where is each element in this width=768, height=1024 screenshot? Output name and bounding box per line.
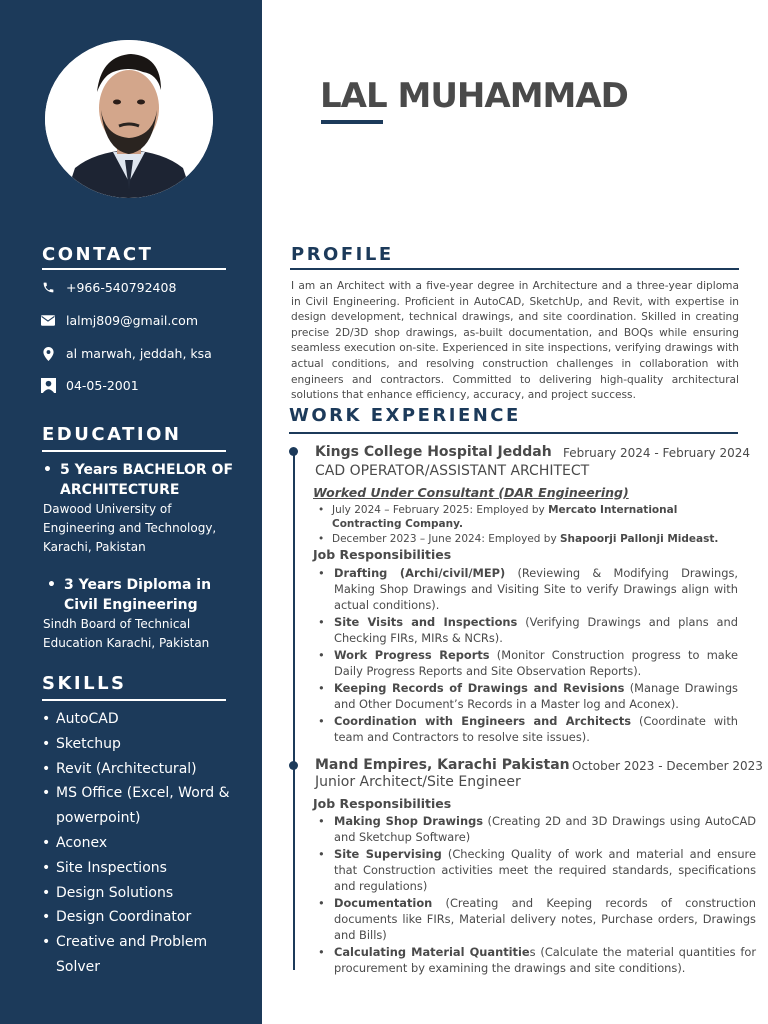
responsibility-item: • Keeping Records of Drawings and Revisions (Manage Drawings and Other Document’s Records in a Master log and Aconex). bbox=[318, 680, 738, 712]
responsibilities-list bbox=[318, 813, 756, 977]
skill-item: • Aconex bbox=[42, 831, 242, 856]
employment-item: • December 2023 – June 2024: Employed by Shapoorji Pallonji Mideast. bbox=[318, 533, 719, 545]
education-divider bbox=[42, 450, 226, 452]
skills-heading: SKILLS bbox=[42, 673, 127, 694]
contact-address bbox=[40, 346, 212, 361]
responsibility-title: ) bbox=[500, 566, 506, 580]
responsibility-title: Keeping Records of Drawings and Revisions bbox=[334, 680, 625, 695]
responsibilities-list bbox=[318, 565, 738, 746]
person-icon bbox=[40, 379, 56, 393]
skill-label: Site Inspections bbox=[56, 859, 167, 876]
responsibility-detail: (Creating and Keeping records of construction documents like FIRs, Material delivery notes, Purchase orders, Drawings and Bills) bbox=[334, 896, 756, 943]
responsibility-item: • Coordination with Engineers and Architects (Coordinate with team and Contractors to resolve site issues). bbox=[318, 713, 739, 745]
skill-item: • Revit (Architectural) bbox=[42, 757, 242, 782]
address-text: al marwah, jeddah, ksa bbox=[66, 346, 212, 361]
timeline-line bbox=[293, 452, 295, 970]
job-responsibilities-heading: Job Responsibilities bbox=[313, 796, 452, 811]
responsibility-item: • Work Progress Reports (Monitor Construction progress to make Daily Progress Reports and Site Observation Reports). bbox=[318, 648, 738, 679]
responsibility-detail: (Creating 2D and 3D Drawings using AutoCAD and Sketchup Software) bbox=[334, 814, 757, 845]
name-underline bbox=[321, 120, 383, 124]
responsibility-detail: (Reviewing & Modifying Drawings, Making Shop Drawings and Visiting Site to verify Drawings align with actual conditions). bbox=[334, 566, 739, 613]
skill-label: Creative and Problem Solver bbox=[56, 934, 208, 975]
responsibility-item: • Drafting (Archi/civil/MEP) (Reviewing & Modifying Drawings, Making Shop Drawings and Visiting Site to verify Drawings align with actual conditions). bbox=[318, 566, 739, 613]
responsibility-item: • Site Visits and Inspections (Verifying Drawings and plans and Checking FIRs, MIRs & NCRs). bbox=[318, 615, 738, 646]
skill-label: Revit (Architectural) bbox=[56, 760, 197, 777]
responsibility-item: • Calculating Material Quantities (Calculate the material quantities for procurement by examining the drawings and site conditions). bbox=[318, 945, 756, 976]
phone-text[interactable]: +966-540792408 bbox=[66, 280, 177, 295]
employer-name: Shapoorji Pallonji Mideast. bbox=[560, 533, 719, 545]
skill-item: • Design Solutions bbox=[42, 881, 242, 906]
education-item: • 5 Years BACHELOR OF ARCHITECTURE Dawood University of Engineering and Technology, Karachi, Pakistan bbox=[43, 460, 243, 557]
skills-list bbox=[42, 707, 242, 980]
dob-text: 04-05-2001 bbox=[66, 378, 139, 393]
job-company: Kings College Hospital Jeddah bbox=[315, 444, 552, 460]
employment-period: July 2024 – February 2025: Employed by bbox=[332, 504, 549, 516]
profile-heading: PROFILE bbox=[291, 244, 394, 265]
employment-list bbox=[318, 503, 743, 547]
timeline-dot bbox=[289, 761, 298, 770]
responsibility-detail: s (Calculate the material quantities for procurement by examining the drawings and site conditions). bbox=[334, 945, 756, 976]
skill-item: • Design Coordinator bbox=[42, 905, 242, 930]
employment-period: December 2023 – June 2024: Employed by bbox=[332, 533, 560, 545]
education-title: 3 Years Diploma in Civil Engineering bbox=[64, 577, 212, 613]
responsibility-detail: (Monitor Construction progress to make Daily Progress Reports and Site Observation Reports). bbox=[334, 648, 738, 679]
responsibility-title: Documentation bbox=[334, 896, 433, 911]
education-title: 5 Years BACHELOR OF ARCHITECTURE bbox=[60, 462, 234, 498]
skill-label: Aconex bbox=[56, 834, 108, 851]
responsibility-detail: (Verifying Drawings and plans and Checking FIRs, MIRs & NCRs). bbox=[334, 615, 738, 646]
sidebar bbox=[0, 0, 262, 1024]
responsibility-item: • Making Shop Drawings (Creating 2D and 3D Drawings using AutoCAD and Sketchup Software) bbox=[318, 814, 757, 845]
phone-icon bbox=[40, 281, 56, 295]
skill-label: Sketchup bbox=[56, 735, 121, 752]
job-responsibilities-heading: Job Responsibilities bbox=[313, 547, 452, 562]
responsibility-title: Site Supervising bbox=[334, 846, 442, 861]
skill-item: • Sketchup bbox=[42, 732, 242, 757]
responsibility-detail: (Checking Quality of work and material and ensure that Construction activities meet the required standards, specifications and regulations) bbox=[334, 846, 756, 894]
responsibility-item: • Site Supervising (Checking Quality of work and material and ensure that Construction activities meet the required standards, specifications and regulations) bbox=[318, 846, 756, 894]
responsibility-title: Archi/civil/MEP bbox=[405, 566, 500, 580]
employer-name: Mercato International Contracting Company. bbox=[332, 504, 678, 530]
skill-item: • Creative and Problem Solver bbox=[42, 930, 242, 980]
email-text[interactable]: lalmj809@gmail.com bbox=[66, 313, 199, 328]
consultant-note: Worked Under Consultant (DAR Engineering) bbox=[313, 485, 629, 500]
profile-divider bbox=[290, 268, 739, 270]
responsibility-title: Calculating Material Quantitie bbox=[334, 945, 530, 960]
skill-item: • Site Inspections bbox=[42, 856, 242, 881]
skill-item: • AutoCAD bbox=[42, 707, 242, 732]
education-institution: Sindh Board of Technical Education Karachi, Pakistan bbox=[43, 617, 210, 650]
location-pin-icon bbox=[40, 347, 56, 361]
responsibility-title: Site Visits and Inspections bbox=[334, 615, 518, 630]
job-dates: October 2023 - December 2023 bbox=[572, 759, 763, 773]
skills-divider bbox=[42, 699, 226, 701]
education-heading: EDUCATION bbox=[42, 424, 182, 445]
timeline-dot bbox=[289, 447, 298, 456]
responsibility-title: Work Progress Reports bbox=[334, 648, 490, 663]
contact-divider bbox=[42, 268, 226, 270]
work-experience-heading: WORK EXPERIENCE bbox=[289, 405, 521, 426]
skill-item: • MS Office (Excel, Word & powerpoint) bbox=[42, 781, 242, 831]
work-experience-divider bbox=[289, 432, 738, 434]
job-role: Junior Architect/Site Engineer bbox=[315, 774, 521, 790]
skill-label: Design Coordinator bbox=[56, 909, 192, 926]
profile-text: I am an Architect with a five-year degree in Architecture and a three-year diploma in Civil Engineering. Proficient in AutoCAD, SketchUp, and Revit, with expertise in design development, technical drawings, and site coordination. Skilled in creating precise 2D/3D shop drawings, as-built documentation, and BOQs while ensuring seamless execution on-site. Experienced in site inspections, verifying drawings with actual conditions, and resolving construction challenges in collaboration with engineers and contractors. Committed to delivering high-quality architectural solutions that enhance efficiency, accuracy, and project success. bbox=[291, 280, 739, 402]
responsibility-detail: (Manage Drawings and Other Document’s Records in a Master log and Aconex). bbox=[334, 680, 738, 712]
responsibility-title: Coordination with Engineers and Architects bbox=[334, 713, 632, 728]
skill-label: MS Office (Excel, Word & powerpoint) bbox=[56, 785, 230, 827]
profile-photo bbox=[45, 40, 213, 198]
candidate-name: LAL MUHAMMAD bbox=[320, 76, 628, 116]
profile-photo-image bbox=[45, 40, 213, 198]
responsibility-title: Making Shop Drawings bbox=[334, 814, 484, 828]
contact-email bbox=[40, 313, 198, 328]
contact-heading: CONTACT bbox=[42, 244, 154, 265]
job-company: Mand Empires, Karachi Pakistan bbox=[315, 757, 570, 773]
skill-label: AutoCAD bbox=[56, 711, 119, 727]
skill-label: Design Solutions bbox=[56, 884, 174, 901]
job-dates: February 2024 - February 2024 bbox=[563, 446, 751, 460]
envelope-icon bbox=[40, 314, 56, 328]
responsibility-detail: (Coordinate with team and Contractors to resolve site issues). bbox=[334, 713, 739, 745]
education-item: • 3 Years Diploma in Civil Engineering Sindh Board of Technical Education Karachi, Pakistan bbox=[43, 575, 243, 653]
contact-phone bbox=[40, 280, 176, 295]
responsibility-title: Drafting ( bbox=[334, 566, 406, 580]
education-institution: Dawood University of Engineering and Technology, Karachi, Pakistan bbox=[43, 502, 217, 554]
job-role: CAD OPERATOR/ASSISTANT ARCHITECT bbox=[315, 463, 590, 479]
responsibility-item: • Documentation (Creating and Keeping records of construction documents like FIRs, Material delivery notes, Purchase orders, Drawings and Bills) bbox=[318, 896, 756, 943]
employment-item: • July 2024 – February 2025: Employed by Mercato International Contracting Company. bbox=[318, 504, 678, 530]
contact-dob bbox=[40, 378, 139, 393]
